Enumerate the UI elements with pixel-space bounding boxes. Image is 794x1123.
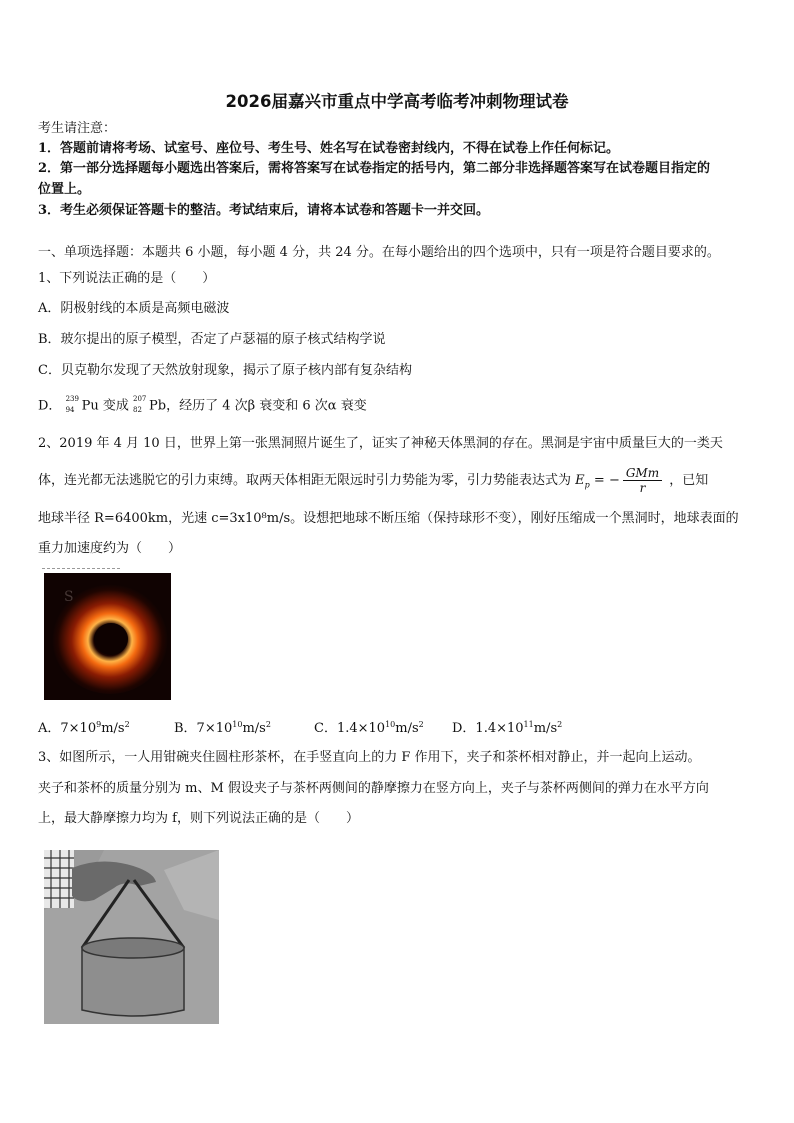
q3-line-1: 3、如图所示，一人用钳碗夹住圆柱形茶杯，在手竖直向上的力 F 作用下，夹子和茶杯相对静止，并一起向上运动。 [38,750,701,765]
q3-line-2: 夹子和茶杯的质量分别为 m、M 假设夹子与茶杯两侧间的静摩擦力在竖方向上，夹子与茶杯两侧间的弹力在水平方向 [38,781,709,796]
q2-option-d: D．$1.4\times 10^{11}m/s^2$ [452,720,563,736]
q3-line-3: 上，最大静摩擦力均为 f，则下列说法正确的是（ ） [38,811,359,826]
q2-line-2 [38,466,708,501]
pu-nuclide: 239 94 [65,395,79,414]
q1-option-b: B．玻尔提出的原子模型，否定了卢瑟福的原子核式结构学说 [38,332,386,347]
q2-line-1: 2、2019 年 4 月 10 日，世界上第一张黑洞照片诞生了，证实了神秘天体黑洞的存在。黑洞是宇宙中质量巨大的一类天 [38,436,723,451]
notice-item-1: 1．答题前请将考场、试室号、座位号、考生号、姓名写在试卷密封线内，不得在试卷上作任何标记。 [38,141,620,156]
q2-option-c: C．$1.4\times 10^{10}m/s^2$ [314,720,424,736]
notice-item-2-cont: 位置上。 [38,182,91,197]
q2-line-2-text: 体，连光都无法逃脱它的引力束缚。取两天体相距无限远时引力势能为零，引力势能表达式为 [38,473,572,488]
q2-option-a: A．$7\times 10^9m/s^2$ [38,720,130,736]
q2-line-3: 地球半径 R=6400km，光速 c=3x10⁸m/s。设想把地球不断压缩（保持球形不变），刚好压缩成一个黑洞时，地球表面的 [38,511,739,526]
q2-line-4: 重力加速度约为（ ） [38,541,182,556]
pu-symbol: Pu [81,398,99,414]
potential-energy-formula: $E_p$ = − [575,473,620,490]
q1-d-suffix: ，经历了 4 次β 衰变和 6 次α 衰变 [166,398,367,414]
q2-option-b: B．$7\times 10^{10}m/s^2$ [174,720,271,736]
q1-d-mid: 变成 [102,398,129,414]
q1-d-prefix: D． [38,398,62,414]
exam-title: 2026届嘉兴市重点中学高考临考冲刺物理试卷 [225,92,569,111]
notice-item-3: 3．考生必须保证答题卡的整洁。考试结束后，请将本试卷和答题卡一并交回。 [38,203,490,218]
image-border-dash [42,568,120,569]
black-hole-image [44,573,171,700]
pb-symbol: Pb [149,398,167,414]
watermark: S [64,589,74,605]
notice-header: 考生请注意： [38,121,117,136]
formula-fraction: $\frac{\text{GMm}}{r}$ [623,466,662,495]
tongs-cup-photo [44,850,219,1024]
pb-nuclide: 207 82 [133,395,147,414]
section-heading: 一、单项选择题：本题共 6 小题，每小题 4 分，共 24 分。在每小题给出的四个选项中，只有一项是符合题目要求的。 [38,245,720,260]
q1-stem: 1、下列说法正确的是（ ） [38,271,216,286]
q1-option-d [38,397,367,416]
q1-option-c: C．贝克勒尔发现了天然放射现象，揭示了原子核内部有复杂结构 [38,363,412,378]
notice-item-2: 2．第一部分选择题每小题选出答案后，需将答案写在试卷指定的括号内，第二部分非选择题答案写在试卷题目指定的 [38,161,711,176]
q1-option-a: A．阴极射线的本质是高频电磁波 [38,301,230,316]
q2-line-2-tail: ，已知 [669,473,709,488]
